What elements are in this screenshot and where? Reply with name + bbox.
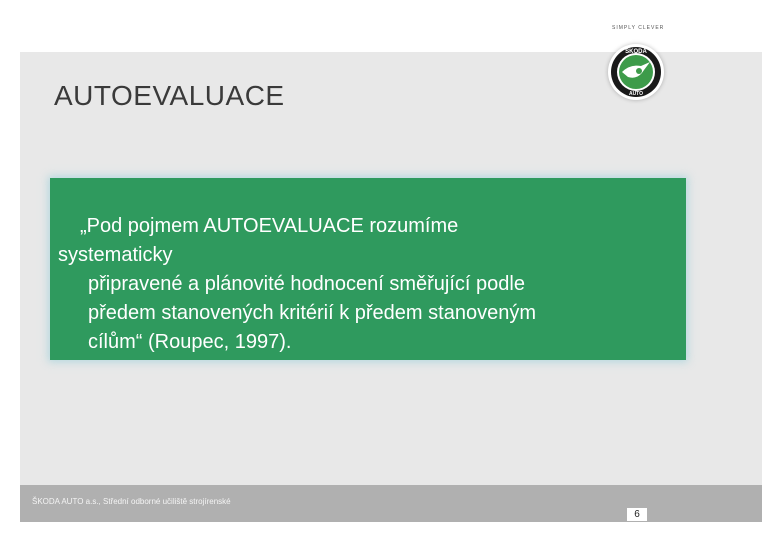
logo-top-text: ŠKODA [625, 49, 647, 55]
quote-line: systematicky [58, 244, 173, 266]
quote-line: cílům“ (Roupec, 1997). [88, 331, 292, 353]
brand-tagline: SIMPLY CLEVER [612, 25, 665, 31]
quote-box [50, 178, 686, 360]
page-number: 6 [627, 508, 647, 521]
slide-title: AUTOEVALUACE [54, 80, 285, 111]
logo-bottom-text: AUTO [628, 91, 644, 97]
quote-line: „Pod pojmem AUTOEVALUACE rozumíme [80, 215, 459, 237]
skoda-logo [608, 44, 664, 100]
quote-line: připravené a plánovité hodnocení směřující podle [88, 273, 525, 295]
quote-text [58, 212, 658, 357]
quote-line: předem stanovených kritérií k předem stanoveným [88, 302, 536, 324]
footer-text: ŠKODA AUTO a.s., Střední odborné učiliště strojírenské [32, 497, 231, 506]
skoda-logo-icon [608, 44, 664, 100]
